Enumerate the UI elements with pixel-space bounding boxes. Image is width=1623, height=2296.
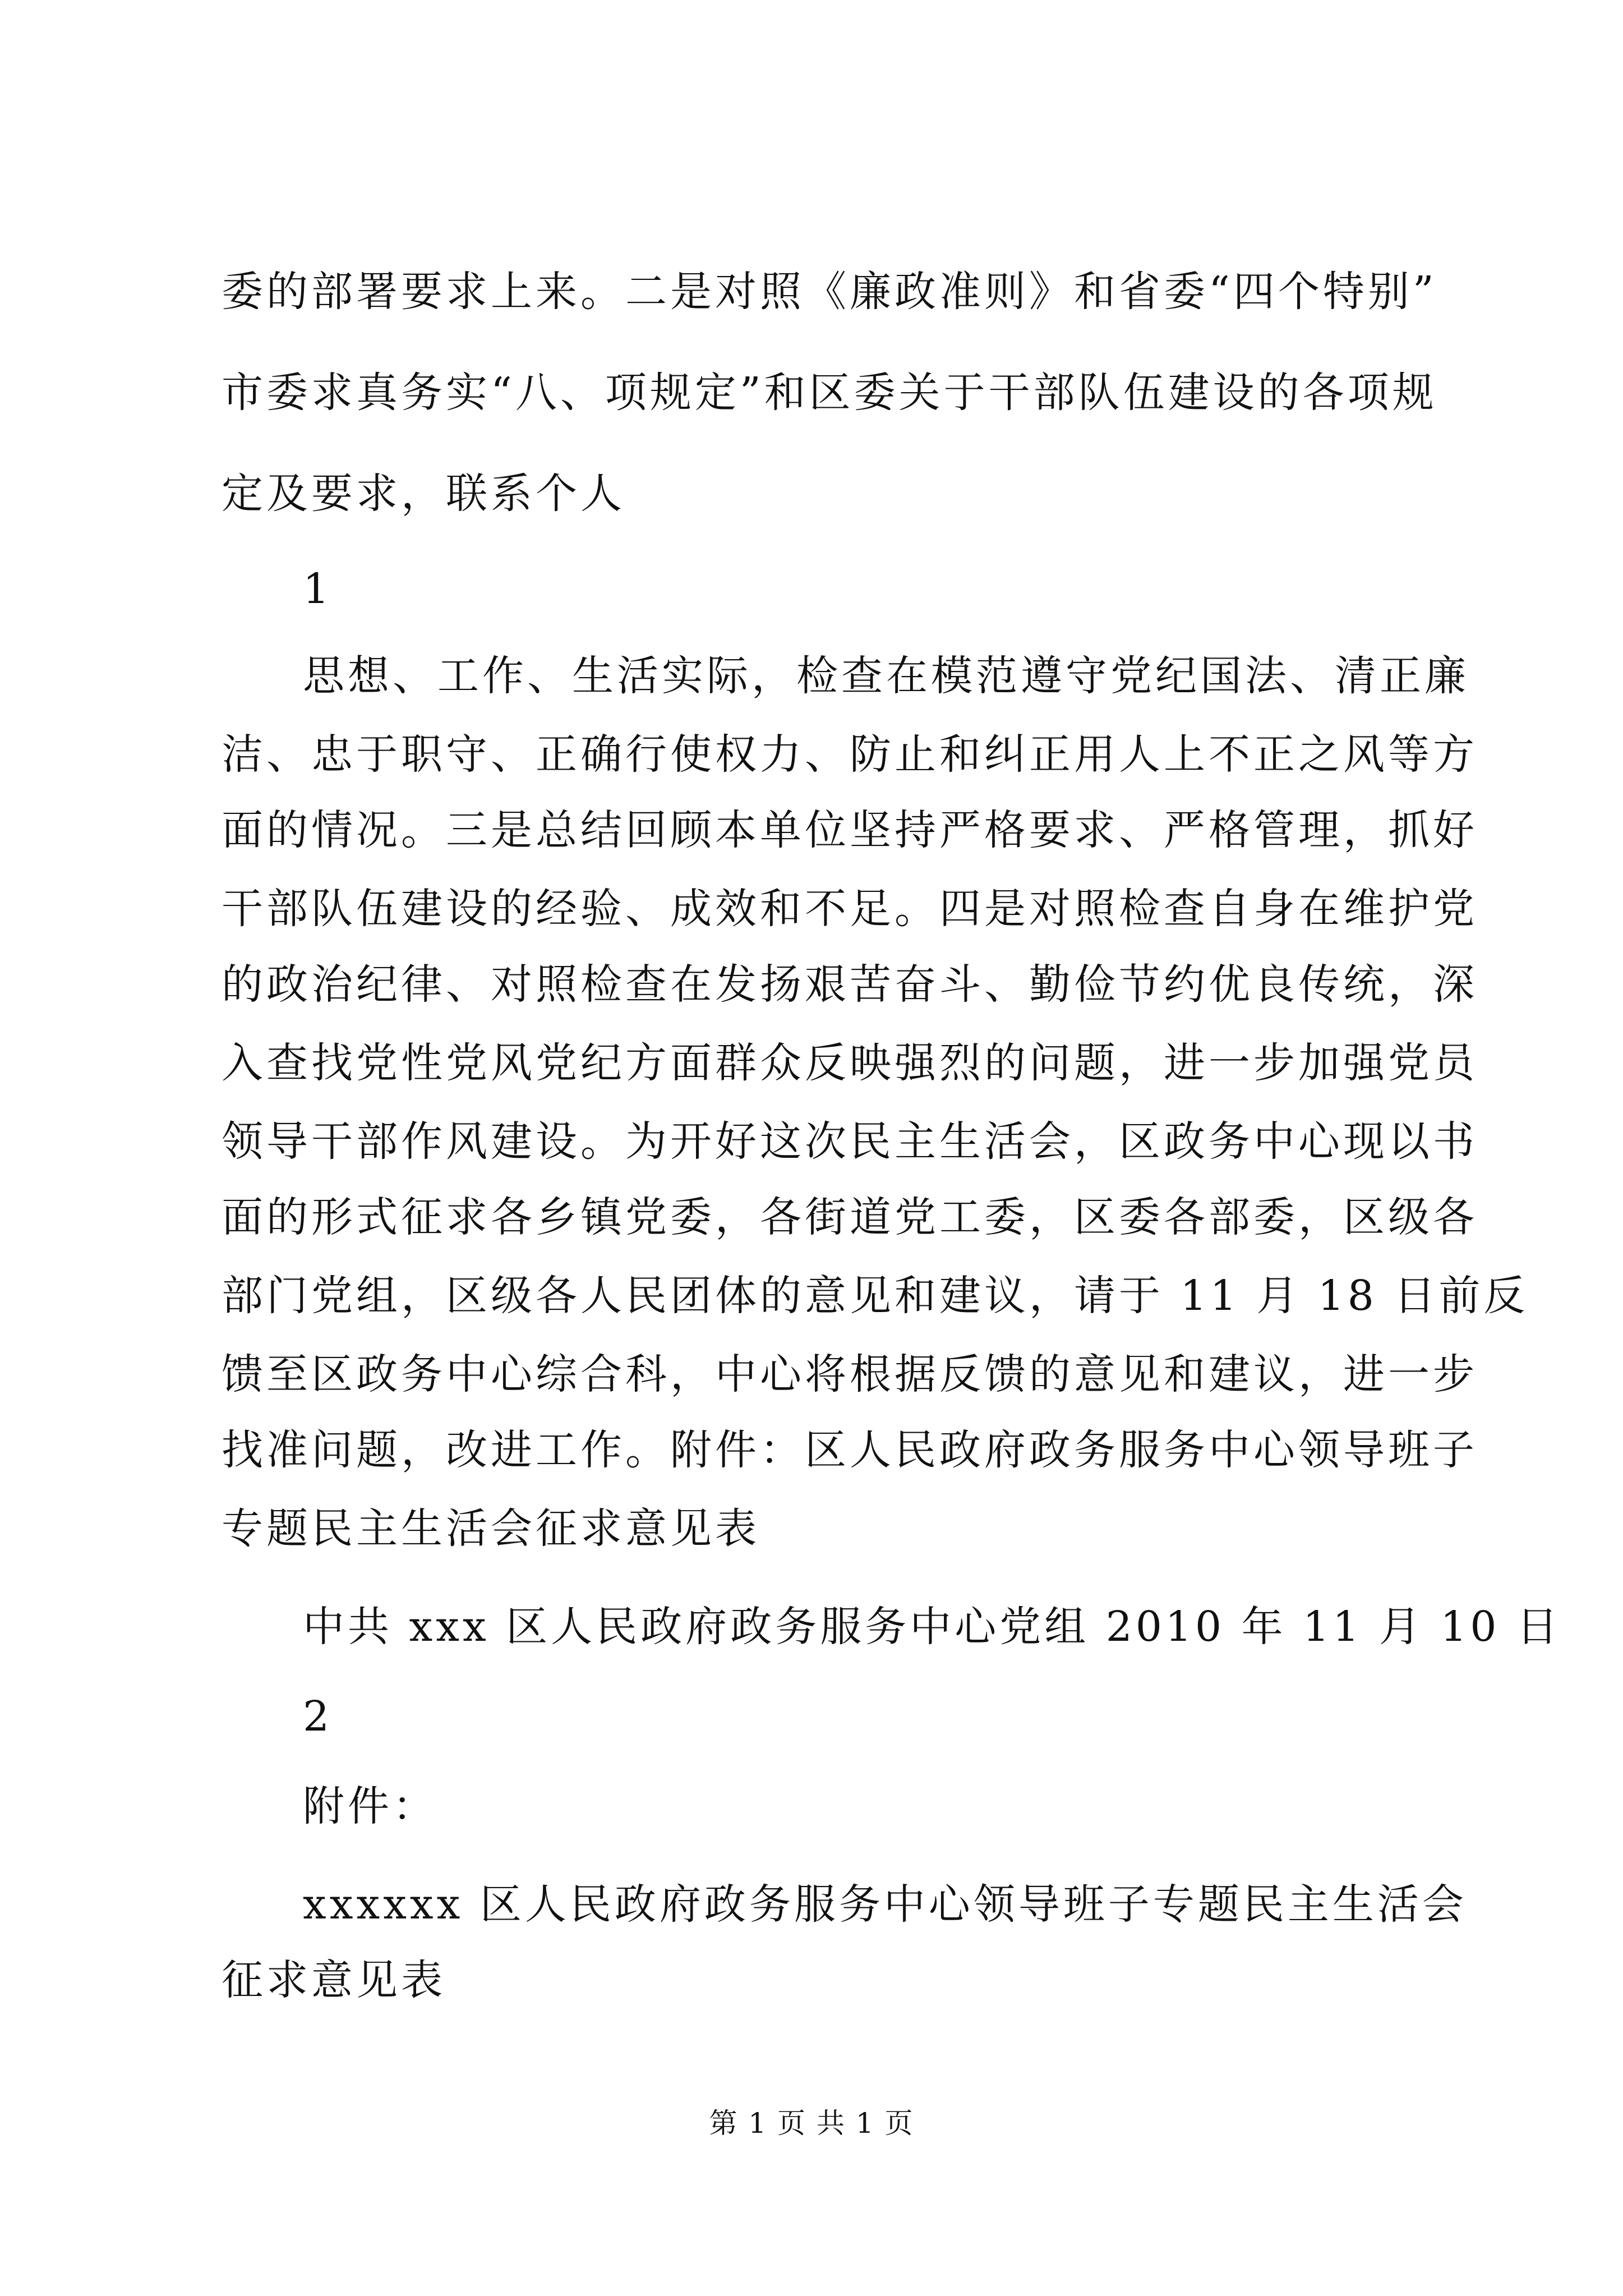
page-number-marker: 1: [303, 565, 333, 613]
page-number-marker: 2: [303, 1692, 333, 1741]
body-line: 定及要求，联系个人: [222, 470, 625, 518]
attachment-heading: 附件：: [303, 1782, 437, 1830]
body-line: 面的情况。三是总结回顾本单位坚持严格要求、严格管理，抓好: [222, 806, 1478, 854]
attachment-title-line: xxxxxx 区人民政府政务服务中心领导班子专题民主生活会: [303, 1880, 1467, 1929]
body-line: 专题民主生活会征求意见表: [222, 1504, 760, 1553]
body-line: 入查找党性党风党纪方面群众反映强烈的问题，进一步加强党员: [222, 1039, 1478, 1087]
body-line: 馈至区政务中心综合科，中心将根据反馈的意见和建议，进一步: [222, 1350, 1478, 1398]
body-line: 市委求真务实“八、项规定”和区委关于干部队伍建设的各项规: [222, 369, 1437, 417]
body-line: 干部队伍建设的经验、成效和不足。四是对照检查自身在维护党: [222, 885, 1478, 933]
body-line: 委的部署要求上来。二是对照《廉政准则》和省委“四个特别”: [222, 268, 1437, 316]
body-line: 思想、工作、生活实际，检查在模范遵守党纪国法、清正廉: [303, 652, 1469, 700]
body-line: 领导干部作风建设。为开好这次民主生活会，区政务中心现以书: [222, 1117, 1478, 1166]
body-line: 洁、忠于职守、正确行使权力、防止和纠正用人上不正之风等方: [222, 730, 1478, 779]
body-line: 找准问题，改进工作。附件：区人民政府政务服务中心领导班子: [222, 1426, 1478, 1474]
signature-line: 中共 xxx 区人民政府政务服务中心党组 2010 年 11 月 10 日: [303, 1603, 1562, 1651]
body-line: 面的形式征求各乡镇党委，各街道党工委，区委各部委，区级各: [222, 1193, 1478, 1241]
page-footer: 第 1 页 共 1 页: [709, 2107, 914, 2139]
attachment-title-line: 征求意见表: [222, 1956, 446, 2004]
body-line: 的政治纪律、对照检查在发扬艰苦奋斗、勤俭节约优良传统，深: [222, 960, 1478, 1009]
body-line: 部门党组，区级各人民团体的意见和建议，请于 11 月 18 日前反: [222, 1272, 1529, 1320]
